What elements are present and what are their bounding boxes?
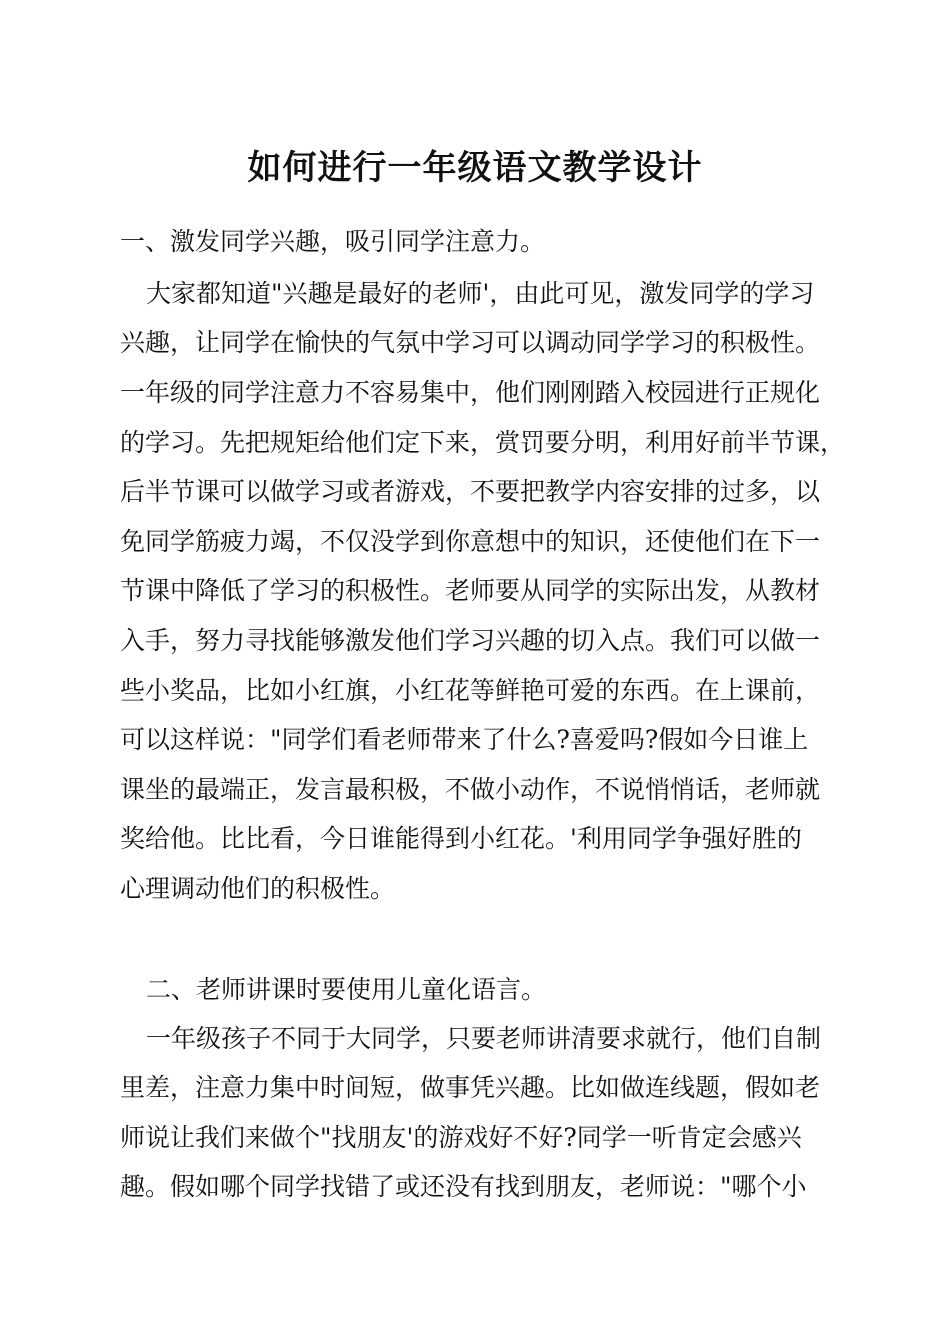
paragraph-line: 些小奖品，比如小红旗，小红花等鲜艳可爱的东西。在上课前， <box>120 676 821 705</box>
paragraph-line: 里差，注意力集中时间短，做事凭兴趣。比如做连线题，假如老 <box>120 1073 821 1102</box>
paragraph-line: 课坐的最端正，发言最积极，不做小动作，不说悄悄话，老师就 <box>120 775 821 804</box>
section-2-heading: 二、老师讲课时要使用儿童化语言。 <box>146 975 547 1004</box>
paragraph-line: 节课中降低了学习的积极性。老师要从同学的实际出发，从教材 <box>120 576 821 605</box>
paragraph-line: 师说让我们来做个"找朋友'的游戏好不好?同学一听肯定会感兴 <box>120 1123 802 1152</box>
paragraph-line: 一年级的同学注意力不容易集中，他们刚刚踏入校园进行正规化 <box>120 378 821 407</box>
paragraph-line: 的学习。先把规矩给他们定下来，赏罚要分明，利用好前半节课， <box>120 428 846 457</box>
paragraph-line: 兴趣，让同学在愉快的气氛中学习可以调动同学学习的积极性。 <box>120 328 821 357</box>
paragraph-line: 趣。假如哪个同学找错了或还没有找到朋友，老师说："哪个小 <box>120 1172 807 1201</box>
paragraph-line: 心理调动他们的积极性。 <box>120 874 396 903</box>
paragraph-line: 后半节课可以做学习或者游戏，不要把教学内容安排的过多，以 <box>120 477 821 506</box>
document-title: 如何进行一年级语文教学设计 <box>247 148 703 188</box>
paragraph-line: 奖给他。比比看，今日谁能得到小红花。'利用同学争强好胜的 <box>120 824 802 853</box>
paragraph-line: 免同学筋疲力竭，不仅没学到你意想中的知识，还使他们在下一 <box>120 527 821 556</box>
paragraph-line: 可以这样说："同学们看老师带来了什么?喜爱吗?假如今日谁上 <box>120 725 809 754</box>
paragraph-line: 一年级孩子不同于大同学，只要老师讲清要求就行，他们自制 <box>146 1024 822 1053</box>
paragraph-line: 入手，努力寻找能够激发他们学习兴趣的切入点。我们可以做一 <box>120 626 821 655</box>
paragraph-line: 大家都知道"兴趣是最好的老师'，由此可见，激发同学的学习 <box>146 279 815 308</box>
section-1-heading: 一、激发同学兴趣，吸引同学注意力。 <box>120 227 546 256</box>
